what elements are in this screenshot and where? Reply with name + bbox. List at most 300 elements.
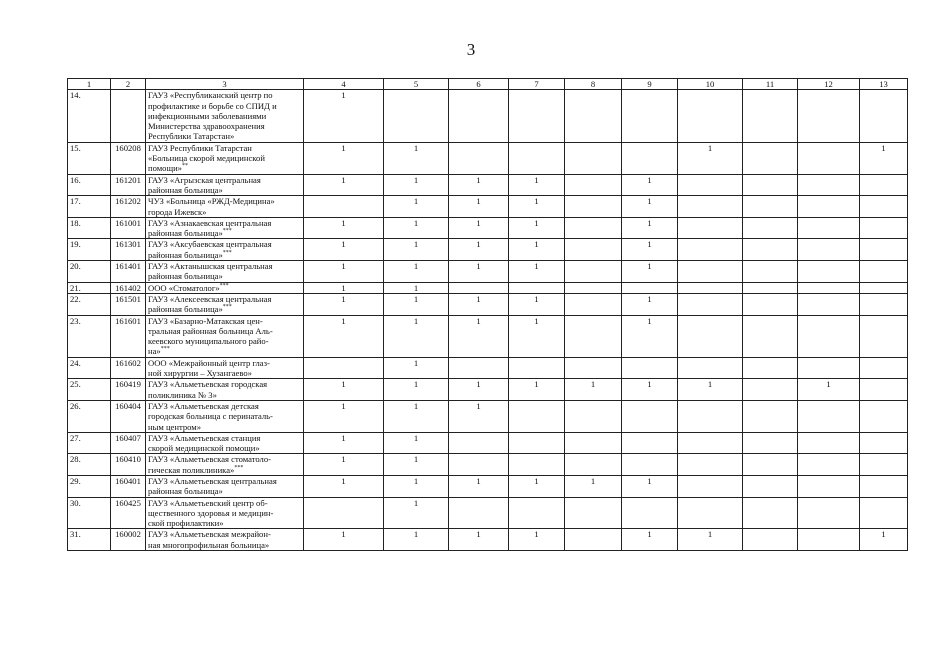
registry-code: 160419 (111, 379, 146, 401)
flag-cell: 1 (622, 293, 678, 315)
organization-name-line: ООО «Межрайонный центр глаз- (148, 357, 270, 368)
flag-cell (449, 142, 509, 174)
flag-cell: 1 (449, 293, 509, 315)
registry-code: 160407 (111, 432, 146, 454)
flag-cell (678, 315, 743, 357)
flag-cell (798, 261, 860, 283)
flag-cell (384, 90, 449, 142)
flag-cell (743, 142, 798, 174)
flag-cell: 1 (304, 454, 384, 476)
row-number: 19. (68, 239, 111, 261)
flag-cell (449, 432, 509, 454)
table-row (68, 261, 908, 283)
flag-cell (743, 432, 798, 454)
flag-cell: 1 (384, 293, 449, 315)
flag-cell (860, 315, 908, 357)
organization-name-line: «Больница скорой медицинской (148, 153, 265, 164)
organization-name-line: на»*** (148, 346, 170, 357)
flag-cell (743, 529, 798, 551)
flag-cell: 1 (384, 379, 449, 401)
flag-cell: 1 (304, 293, 384, 315)
flag-cell: 1 (384, 315, 449, 357)
flag-cell: 1 (304, 217, 384, 239)
flag-cell: 1 (509, 293, 565, 315)
flag-cell: 1 (509, 529, 565, 551)
organization-name-line: ГАУЗ «Аксубаевская центральная (148, 239, 272, 250)
flag-cell: 1 (678, 142, 743, 174)
row-number: 23. (68, 315, 111, 357)
flag-cell (678, 432, 743, 454)
flag-cell (743, 196, 798, 218)
row-number: 27. (68, 432, 111, 454)
flag-cell: 1 (449, 239, 509, 261)
footnote-marker: *** (219, 282, 229, 289)
flag-cell: 1 (449, 217, 509, 239)
flag-cell (860, 454, 908, 476)
flag-cell (743, 400, 798, 432)
flag-cell: 1 (622, 475, 678, 497)
flag-cell (565, 293, 622, 315)
row-number: 26. (68, 400, 111, 432)
flag-cell: 1 (384, 454, 449, 476)
flag-cell (565, 432, 622, 454)
registry-code: 160002 (111, 529, 146, 551)
organization-name-line: районная больница»*** (148, 249, 232, 260)
organization-name-line: ГАУЗ «Алексеевская центральная (148, 293, 272, 304)
flag-cell (509, 90, 565, 142)
flag-cell (565, 196, 622, 218)
organization-name-line: ГАУЗ Республики Татарстан (148, 142, 252, 153)
column-header: 7 (509, 79, 565, 90)
flag-cell: 1 (304, 475, 384, 497)
organization-name-line: ГАУЗ «Актанышская центральная (148, 261, 273, 272)
flag-cell (798, 174, 860, 196)
flag-cell (509, 142, 565, 174)
organization-name (146, 315, 304, 357)
flag-cell (622, 432, 678, 454)
flag-cell (678, 261, 743, 283)
row-number: 16. (68, 174, 111, 196)
row-number: 14. (68, 90, 111, 142)
organization-name-line: ГАУЗ «Альметьевская станция (148, 432, 261, 443)
flag-cell (743, 475, 798, 497)
flag-cell (798, 432, 860, 454)
organization-name (146, 282, 304, 293)
organization-name-line: районная больница» (148, 271, 223, 282)
organization-name-line: ГАУЗ «Альметьевская детская (148, 400, 259, 411)
flag-cell (860, 497, 908, 529)
flag-cell (565, 239, 622, 261)
flag-cell (860, 217, 908, 239)
flag-cell: 1 (449, 261, 509, 283)
table-row (68, 529, 908, 551)
flag-cell (798, 475, 860, 497)
organization-name-line: ской профилактики» (148, 518, 224, 529)
flag-cell: 1 (304, 282, 384, 293)
column-header: 6 (449, 79, 509, 90)
row-number: 22. (68, 293, 111, 315)
flag-cell (565, 400, 622, 432)
flag-cell (798, 400, 860, 432)
flag-cell: 1 (304, 174, 384, 196)
organization-name (146, 529, 304, 551)
table-row (68, 497, 908, 529)
flag-cell (509, 432, 565, 454)
flag-cell: 1 (622, 239, 678, 261)
registry-code: 160404 (111, 400, 146, 432)
organization-name (146, 400, 304, 432)
flag-cell: 1 (304, 261, 384, 283)
flag-cell: 1 (622, 529, 678, 551)
flag-cell (509, 400, 565, 432)
row-number: 31. (68, 529, 111, 551)
table-row (68, 196, 908, 218)
registry-code (111, 90, 146, 142)
row-number: 28. (68, 454, 111, 476)
flag-cell (743, 217, 798, 239)
flag-cell: 1 (449, 379, 509, 401)
flag-cell (509, 454, 565, 476)
row-number: 29. (68, 475, 111, 497)
flag-cell (798, 454, 860, 476)
flag-cell (798, 217, 860, 239)
flag-cell (678, 400, 743, 432)
registry-code: 161402 (111, 282, 146, 293)
organization-name-line: ГАУЗ «Альметьевская стоматоло- (148, 454, 271, 465)
flag-cell (509, 357, 565, 379)
registry-code: 161301 (111, 239, 146, 261)
organization-name-line: профилактике и борьбе со СПИД и (148, 100, 277, 111)
organization-name-line: районная больница» (148, 184, 223, 195)
organization-name-line: ная многопрофильная больница» (148, 539, 270, 550)
flag-cell (798, 293, 860, 315)
organization-name (146, 239, 304, 261)
flag-cell (743, 454, 798, 476)
flag-cell: 1 (509, 379, 565, 401)
registry-code: 161201 (111, 174, 146, 196)
organization-name-line: Республики Татарстан» (148, 131, 235, 142)
flag-cell (743, 315, 798, 357)
organization-name-line: районная больница»*** (148, 228, 232, 239)
table-row (68, 432, 908, 454)
registry-code: 160410 (111, 454, 146, 476)
organization-name-line: ГАУЗ «Республиканский центр по (148, 90, 273, 101)
organization-name-line: гическая поликлиника»*** (148, 464, 244, 475)
flag-cell: 1 (384, 357, 449, 379)
registry-code: 161602 (111, 357, 146, 379)
flag-cell (860, 282, 908, 293)
flag-cell: 1 (622, 174, 678, 196)
column-header: 13 (860, 79, 908, 90)
flag-cell: 1 (384, 142, 449, 174)
flag-cell (678, 497, 743, 529)
flag-cell (565, 174, 622, 196)
organization-name-line: помощи»** (148, 163, 188, 174)
organization-name (146, 454, 304, 476)
flag-cell (798, 239, 860, 261)
flag-cell (798, 196, 860, 218)
organization-name-line: щественного здоровья и медицин- (148, 507, 274, 518)
flag-cell (565, 142, 622, 174)
footnote-marker: ** (181, 163, 188, 170)
flag-cell (860, 90, 908, 142)
column-header: 2 (111, 79, 146, 90)
registry-code: 161401 (111, 261, 146, 283)
column-header: 9 (622, 79, 678, 90)
flag-cell: 1 (384, 174, 449, 196)
flag-cell: 1 (678, 529, 743, 551)
flag-cell (678, 90, 743, 142)
organization-name-line: районная больница»*** (148, 304, 232, 315)
flag-cell (860, 196, 908, 218)
organization-name (146, 379, 304, 401)
organization-name-line: тральная районная больница Аль- (148, 325, 273, 336)
flag-cell (565, 282, 622, 293)
flag-cell (860, 239, 908, 261)
flag-cell (449, 357, 509, 379)
flag-cell (678, 239, 743, 261)
flag-cell (743, 239, 798, 261)
flag-cell (509, 282, 565, 293)
flag-cell: 1 (678, 379, 743, 401)
column-header: 11 (743, 79, 798, 90)
organization-name-line: Министерства здравоохранения (148, 121, 265, 132)
column-header: 4 (304, 79, 384, 90)
column-header: 12 (798, 79, 860, 90)
flag-cell (743, 357, 798, 379)
organization-name (146, 475, 304, 497)
flag-cell (678, 475, 743, 497)
row-number: 20. (68, 261, 111, 283)
organization-name (146, 142, 304, 174)
table-row (68, 217, 908, 239)
flag-cell: 1 (509, 239, 565, 261)
flag-cell: 1 (622, 261, 678, 283)
flag-cell: 1 (449, 400, 509, 432)
registry-code: 161001 (111, 217, 146, 239)
flag-cell: 1 (304, 239, 384, 261)
flag-cell (565, 90, 622, 142)
flag-cell: 1 (860, 529, 908, 551)
table-row (68, 174, 908, 196)
organization-name-line: ГАУЗ «Агрызская центральная (148, 174, 261, 185)
flag-cell: 1 (384, 239, 449, 261)
registry-code: 160425 (111, 497, 146, 529)
registry-code: 161601 (111, 315, 146, 357)
organization-name-line: ГАУЗ «Азнакаевская центральная (148, 217, 272, 228)
flag-cell (622, 282, 678, 293)
table-row (68, 239, 908, 261)
footnote-marker: *** (222, 304, 232, 311)
flag-cell (678, 196, 743, 218)
footnote-marker: *** (222, 249, 232, 256)
flag-cell: 1 (565, 475, 622, 497)
flag-cell (798, 357, 860, 379)
flag-cell: 1 (622, 315, 678, 357)
flag-cell (622, 357, 678, 379)
flag-cell: 1 (384, 475, 449, 497)
flag-cell: 1 (304, 432, 384, 454)
flag-cell (798, 142, 860, 174)
flag-cell (678, 282, 743, 293)
flag-cell: 1 (449, 529, 509, 551)
flag-cell: 1 (304, 529, 384, 551)
table-row (68, 315, 908, 357)
flag-cell (622, 497, 678, 529)
organization-name-line: ГАУЗ «Альметьевская городская (148, 379, 268, 390)
flag-cell (304, 357, 384, 379)
organization-name (146, 497, 304, 529)
organization-name-line: ГАУЗ «Базарно-Матакская цен- (148, 315, 263, 326)
organization-name-line: ГАУЗ «Альметьевская межрайон- (148, 529, 271, 540)
footnote-marker: *** (160, 346, 170, 353)
organization-name-line: районная больница» (148, 486, 223, 497)
organization-name-line: ГАУЗ «Альметьевский центр об- (148, 497, 268, 508)
flag-cell (565, 497, 622, 529)
flag-cell (743, 90, 798, 142)
column-header: 1 (68, 79, 111, 90)
flag-cell: 1 (622, 196, 678, 218)
organization-name-line: ГАУЗ «Альметьевская центральная (148, 475, 277, 486)
flag-cell: 1 (622, 379, 678, 401)
row-number: 21. (68, 282, 111, 293)
row-number: 30. (68, 497, 111, 529)
flag-cell (449, 90, 509, 142)
flag-cell (798, 282, 860, 293)
flag-cell: 1 (304, 142, 384, 174)
organization-name-line: ной хирургии – Хузангаево» (148, 368, 252, 379)
row-number: 24. (68, 357, 111, 379)
flag-cell: 1 (509, 174, 565, 196)
flag-cell: 1 (384, 529, 449, 551)
registry-code: 161202 (111, 196, 146, 218)
flag-cell (743, 261, 798, 283)
organization-name (146, 357, 304, 379)
registry-code: 161501 (111, 293, 146, 315)
flag-cell: 1 (384, 400, 449, 432)
flag-cell (860, 400, 908, 432)
organization-name-line: поликлиника № 3» (148, 389, 217, 400)
flag-cell (860, 293, 908, 315)
table-row (68, 475, 908, 497)
organization-name-line: ООО «Стоматолог»*** (148, 282, 229, 293)
table-row (68, 90, 908, 142)
flag-cell (860, 475, 908, 497)
flag-cell (798, 90, 860, 142)
row-number: 15. (68, 142, 111, 174)
flag-cell (743, 174, 798, 196)
table-row (68, 379, 908, 401)
organization-name-line: инфекционными заболеваниями (148, 110, 267, 121)
page-number: 3 (466, 40, 476, 59)
flag-cell (565, 454, 622, 476)
flag-cell (860, 432, 908, 454)
column-header: 5 (384, 79, 449, 90)
flag-cell (743, 282, 798, 293)
table-row (68, 357, 908, 379)
flag-cell (622, 400, 678, 432)
flag-cell (565, 315, 622, 357)
row-number: 18. (68, 217, 111, 239)
flag-cell (565, 357, 622, 379)
organization-name-line: кеевского муниципального райо- (148, 336, 269, 347)
flag-cell (565, 217, 622, 239)
flag-cell: 1 (509, 217, 565, 239)
flag-cell: 1 (304, 400, 384, 432)
flag-cell: 1 (798, 379, 860, 401)
flag-cell: 1 (509, 261, 565, 283)
flag-cell: 1 (384, 196, 449, 218)
table-row (68, 282, 908, 293)
flag-cell: 1 (449, 475, 509, 497)
flag-cell (449, 497, 509, 529)
flag-cell (449, 454, 509, 476)
flag-cell: 1 (449, 315, 509, 357)
flag-cell (678, 217, 743, 239)
organization-name (146, 196, 304, 218)
column-header-row (68, 79, 908, 90)
flag-cell (565, 529, 622, 551)
flag-cell (622, 142, 678, 174)
registry-code: 160401 (111, 475, 146, 497)
column-header: 8 (565, 79, 622, 90)
organization-name (146, 261, 304, 283)
table-row (68, 400, 908, 432)
flag-cell: 1 (565, 379, 622, 401)
organization-name (146, 90, 304, 142)
organizations-table (67, 78, 908, 551)
flag-cell (860, 261, 908, 283)
flag-cell (304, 196, 384, 218)
flag-cell: 1 (860, 142, 908, 174)
flag-cell (743, 497, 798, 529)
registry-code: 160208 (111, 142, 146, 174)
organization-name (146, 293, 304, 315)
organization-name-line: ЧУЗ «Больница «РЖД-Медицина» (148, 196, 275, 207)
flag-cell: 1 (384, 432, 449, 454)
flag-cell (860, 357, 908, 379)
column-header: 10 (678, 79, 743, 90)
flag-cell (743, 293, 798, 315)
flag-cell (509, 497, 565, 529)
flag-cell: 1 (304, 315, 384, 357)
organization-name-line: скорой медицинской помощи» (148, 443, 260, 454)
flag-cell: 1 (449, 174, 509, 196)
flag-cell (622, 454, 678, 476)
organization-name-line: городская больница с перинаталь- (148, 411, 273, 422)
flag-cell: 1 (509, 196, 565, 218)
flag-cell (304, 497, 384, 529)
footnote-marker: *** (234, 464, 244, 471)
flag-cell (860, 379, 908, 401)
flag-cell: 1 (384, 282, 449, 293)
flag-cell (678, 174, 743, 196)
table-row (68, 142, 908, 174)
flag-cell (565, 261, 622, 283)
flag-cell: 1 (384, 497, 449, 529)
flag-cell: 1 (384, 261, 449, 283)
organization-name-line: ным центром» (148, 421, 201, 432)
flag-cell: 1 (304, 90, 384, 142)
table-row (68, 293, 908, 315)
flag-cell (622, 90, 678, 142)
organization-name (146, 217, 304, 239)
organization-name (146, 174, 304, 196)
flag-cell: 1 (304, 379, 384, 401)
flag-cell: 1 (509, 475, 565, 497)
row-number: 25. (68, 379, 111, 401)
flag-cell (678, 357, 743, 379)
